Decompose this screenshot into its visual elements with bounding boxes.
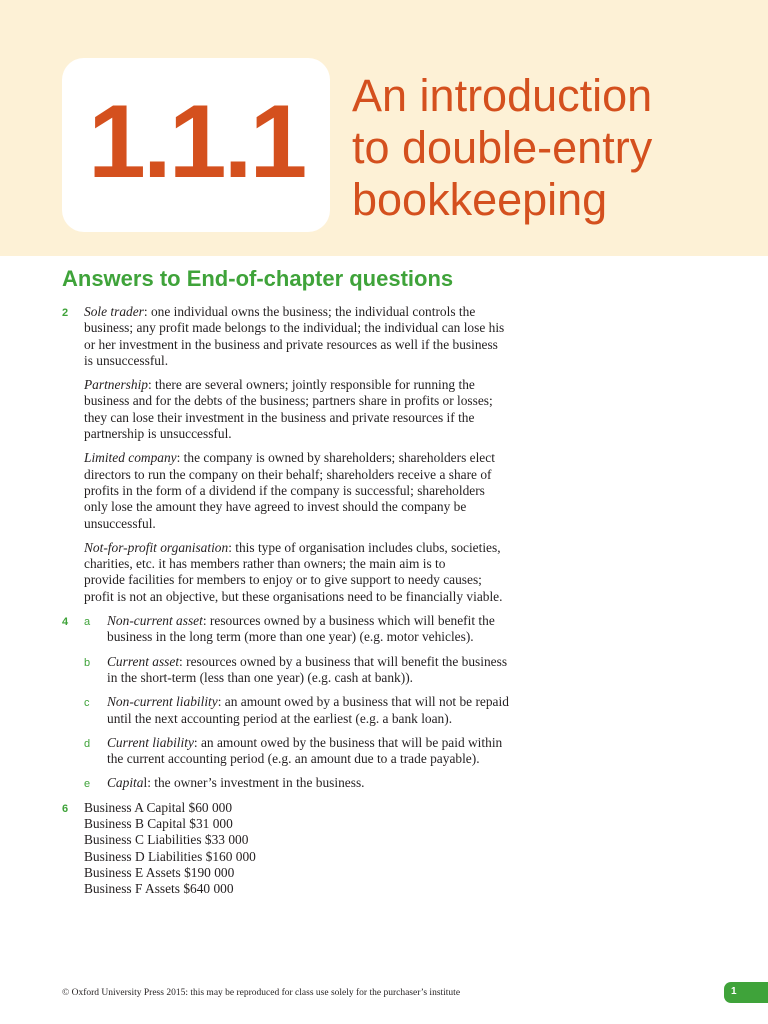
answer-paragraph-not-for-profit: Not-for-profit organisation: this type of organisation includes clubs, societies, charities, etc. it has members rather than owners; the main aim is to provide facilities for members to enjoy or to give support to needy causes; profit is not an objective, but these organisations need to be financially viable. [84,539,503,604]
chapter-title [352,70,752,226]
term: Partnership [84,377,148,393]
question-number: 6 [62,802,69,815]
answer-line: Business D Liabilities $160 000 [84,848,256,864]
term: Non-current liability [107,694,218,710]
chapter-number: 1.1.1 [88,84,305,200]
answer-part-b: b Current asset: resources owned by a business that will benefit the business in the short-term (less than one year) (e.g. cash at bank)). [84,653,508,685]
answer-part-c: c Non-current liability: an amount owed by a business that will not be repaid until the next accounting period at the earliest (e.g. a bank loan). [84,694,509,726]
chapter-title-line: An introduction [352,70,653,121]
answer-line: Business E Assets $190 000 [84,864,235,880]
answer-line: Business F Assets $640 000 [84,881,234,897]
term: Current liability [107,734,194,750]
term: Non-current asset [107,613,203,629]
section-heading: Answers to End-of-chapter questions [62,266,454,291]
question-2 [62,304,702,605]
part-letter: b [84,656,91,669]
answer-part-d: d Current liability: an amount owed by the business that will be paid within the current accounting period (e.g. an amount due to a trade payable). [84,734,503,767]
term: Limited company [84,450,177,466]
term: Sole trader [84,304,144,319]
chapter-title-line: to double-entry [352,122,653,173]
answer-paragraph-limited-company: Limited company: the company is owned by shareholders; shareholders elect directors to run the company on their behalf; shareholders receive a share of profits in the form of a dividend if the company is successful; shareholders only lose the amount they have agreed to invest should the company be unsuccessful. [84,450,495,531]
part-letter: a [84,616,91,629]
answer-paragraph-sole-trader: Sole trader: one individual owns the business; the individual controls the business; any profit made belongs to the individual; the individual can lose his or her investment in the business and private resources as well if the business is unsuccessful. [84,304,505,368]
chapter-title-line: bookkeeping [352,174,608,225]
answer-line: Business A Capital $60 000 [84,799,233,815]
question-4 [62,613,702,792]
answer-line: Business C Liabilities $33 000 [84,832,249,848]
part-letter: c [84,697,90,710]
answer-paragraph-partnership: Partnership: there are several owners; jointly responsible for running the business and for the debts of the business; partners share in profits or losses; they can lose their investment in the business and private resources if the partnership is unsuccessful. [84,377,493,442]
part-letter: d [84,737,91,750]
term: Capita [107,775,144,791]
page-number: 1 [731,986,737,997]
answer-line: Business B Capital $31 000 [84,816,233,832]
term: Current asset [107,653,180,669]
answer-part-a: a Non-current asset: resources owned by a business which will benefit the business in the long term (more than one year) (e.g. motor vehicles). [84,613,495,645]
term: Not-for-profit organisation [84,539,229,555]
footer-copyright: © Oxford University Press 2015: this may be reproduced for class use solely for the purchaser’s institute [62,988,461,998]
question-number: 4 [62,616,69,629]
answers-content [62,304,702,898]
answer-part-e: e Capital: the owner’s investment in the business. [84,775,702,791]
part-letter: e [84,778,91,791]
question-number: 2 [62,307,69,319]
question-6 [62,800,702,898]
